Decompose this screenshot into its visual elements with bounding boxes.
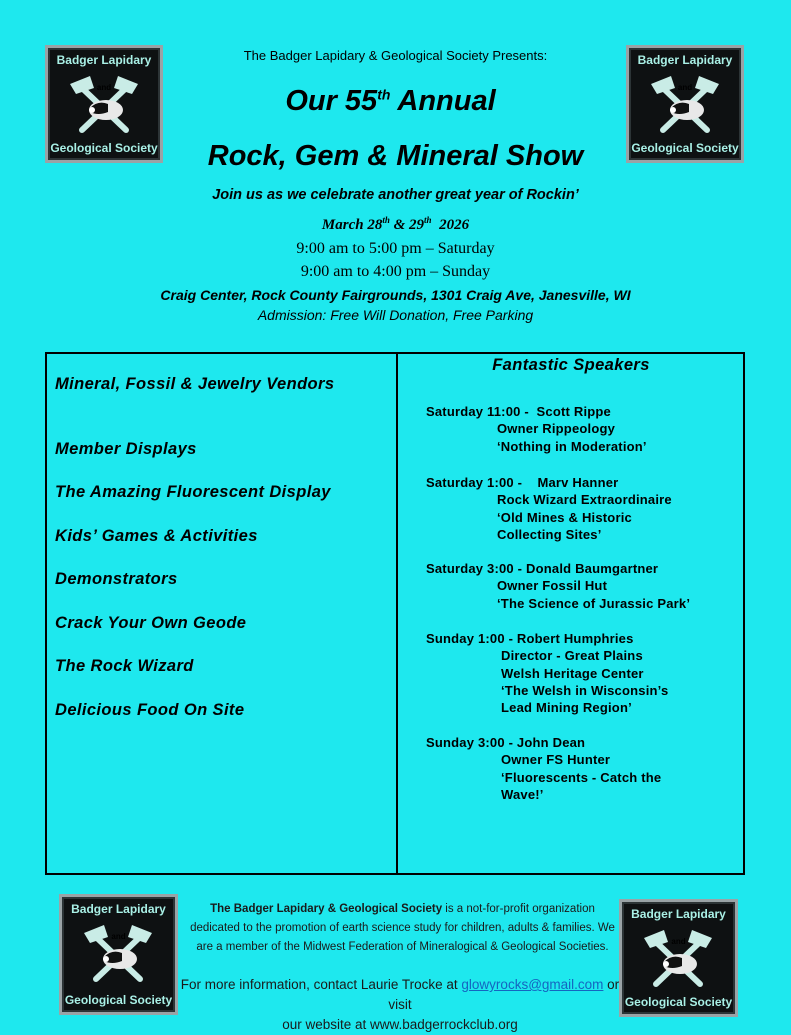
contact-mid: or visit <box>388 977 620 1012</box>
logo-top-text: Badger Lapidary <box>71 902 166 916</box>
email-link[interactable]: glowyrocks@gmail.com <box>461 977 604 992</box>
attraction-item: The Amazing Fluorescent Display <box>55 483 331 501</box>
speaker-entry <box>426 474 672 543</box>
attraction-item: Delicious Food On Site <box>55 701 245 719</box>
logo-bottom-text: Geological Society <box>64 993 173 1007</box>
title-ordinal: Our 55 <box>285 85 378 117</box>
logo-and-text: and <box>671 937 686 946</box>
speaker-time-name: Sunday 3:00 - John Dean <box>426 735 586 750</box>
hours-sunday: 9:00 am to 4:00 pm – Sunday <box>300 263 491 280</box>
admission-info: Admission: Free Will Donation, Free Parking <box>257 307 534 323</box>
attraction-item: The Rock Wizard <box>55 657 194 675</box>
society-logo-bottom-left <box>59 894 178 1015</box>
show-title-line2: Rock, Gem & Mineral Show <box>207 140 584 172</box>
logo-bottom-text: Geological Society <box>50 141 158 155</box>
date-year: 2026 <box>431 217 470 233</box>
speaker-entry <box>426 560 690 612</box>
attraction-item: Kids’ Games & Activities <box>55 527 258 545</box>
speaker-time-name: Saturday 3:00 - Donald Baumgartner <box>426 561 659 576</box>
title-ordinal-suffix: th <box>377 86 391 103</box>
speaker-talk: Collecting Sites’ <box>497 526 602 542</box>
speaker-talk: Wave!’ <box>501 786 544 802</box>
speaker-time-name: Saturday 1:00 - Marv Hanner <box>426 475 619 490</box>
attraction-item: Crack Your Own Geode <box>55 614 247 632</box>
logo-top-text: Badger Lapidary <box>637 53 733 67</box>
speaker-time-name: Saturday 11:00 - Scott Rippe <box>426 404 611 419</box>
speaker-detail: Owner FS Hunter <box>501 752 611 768</box>
speaker-detail: Director - Great Plains <box>501 648 643 664</box>
date-day1: March 28 <box>321 217 383 233</box>
logo-and-text: and <box>96 83 112 92</box>
speaker-detail: Rock Wizard Extraordinaire <box>497 492 672 508</box>
date-day2: & 29 <box>389 217 425 233</box>
attraction-item: Mineral, Fossil & Jewelry Vendors <box>55 375 335 393</box>
speaker-detail: Welsh Heritage Center <box>501 665 644 681</box>
logo-top-text: Badger Lapidary <box>56 53 152 67</box>
hours-saturday: 9:00 am to 5:00 pm – Saturday <box>296 240 495 257</box>
speaker-talk: ‘Fluorescents - Catch the <box>501 769 662 785</box>
speaker-talk: Lead Mining Region’ <box>501 700 632 716</box>
speaker-talk: ‘The Welsh in Wisconsin’s <box>501 682 669 698</box>
venue-address: Craig Center, Rock County Fairgrounds, 1301 Craig Ave, Janesville, WI <box>160 287 631 303</box>
show-title-line1 <box>0 85 791 118</box>
logo-bottom-text: Geological Society <box>624 995 733 1009</box>
logo-top-text: Badger Lapidary <box>631 907 726 921</box>
organization-name: The Badger Lapidary & Geological Society <box>210 903 443 915</box>
speaker-entry <box>426 630 668 716</box>
speaker-detail: Owner Fossil Hut <box>497 578 608 594</box>
website-line[interactable]: our website at www.badgerrockclub.org <box>282 1017 518 1032</box>
attraction-item: Member Displays <box>55 440 197 458</box>
speaker-talk: ‘Old Mines & Historic <box>497 509 632 525</box>
logo-and-text: and <box>677 83 693 92</box>
speaker-time-name: Sunday 1:00 - Robert Humphries <box>426 631 634 646</box>
speaker-talk: ‘The Science of Jurassic Park’ <box>497 595 691 611</box>
date-day1-suffix: th <box>382 215 390 225</box>
crossed-hammers-badger-icon <box>642 924 714 990</box>
organization-desc: is a not-for-profit organization dedicated to the promotion of earth science study for children, adults & families. We are a member of the Midwest Federation of Mineralogical & Geological Societies. <box>190 903 615 953</box>
speaker-entry <box>426 734 661 803</box>
organization-description <box>190 900 615 957</box>
speaker-entry <box>426 403 647 455</box>
speakers-heading: Fantastic Speakers <box>492 356 650 374</box>
contact-info <box>175 975 625 1035</box>
speaker-talk: ‘Nothing in Moderation’ <box>497 438 647 454</box>
date-day2-suffix: th <box>424 215 432 225</box>
title-annual: Annual <box>390 85 496 117</box>
crossed-hammers-badger-icon <box>82 919 154 985</box>
logo-bottom-text: Geological Society <box>631 141 739 155</box>
speaker-detail: Owner Rippeology <box>497 421 616 437</box>
tagline: Join us as we celebrate another great year of Rockin’ <box>212 187 579 203</box>
show-dates <box>0 215 791 234</box>
column-divider <box>396 354 398 873</box>
logo-and-text: and <box>111 932 126 941</box>
attraction-item: Demonstrators <box>55 570 178 588</box>
contact-prefix: For more information, contact Laurie Trocke at <box>180 977 462 992</box>
presenter-line: The Badger Lapidary & Geological Society Presents: <box>243 48 548 63</box>
society-logo-bottom-right <box>619 899 738 1017</box>
